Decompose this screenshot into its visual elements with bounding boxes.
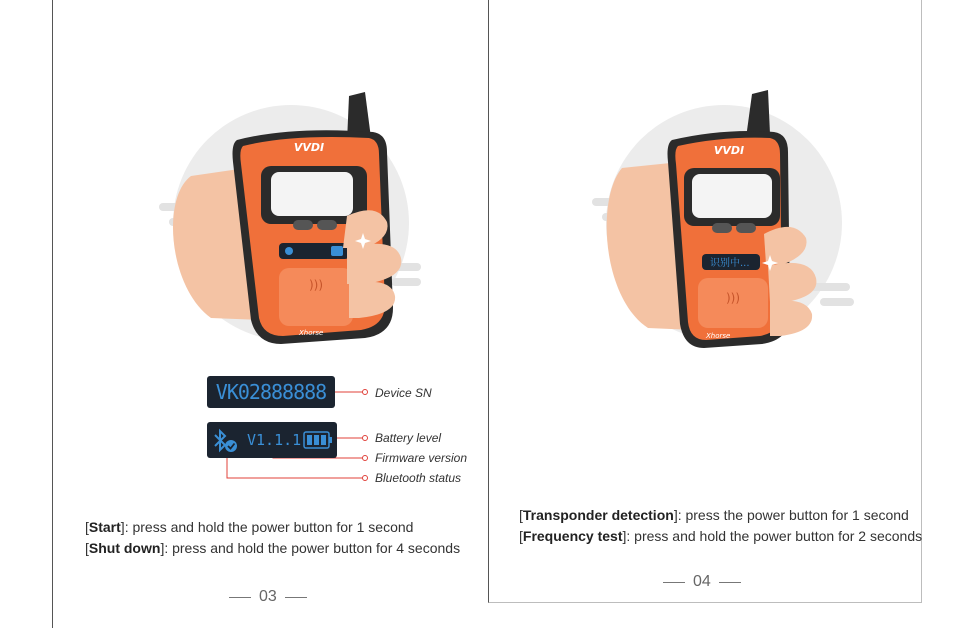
label-firmware-version: Firmware version	[375, 451, 468, 465]
page-number: 04	[663, 573, 741, 591]
instruction-shut-down: [Shut down]: press and hold the power button for 4 seconds	[85, 540, 461, 556]
manual-page-03	[52, 0, 489, 628]
label-bluetooth-status: Bluetooth status	[375, 471, 462, 485]
brand-text: VVDI	[293, 141, 325, 154]
antenna	[746, 90, 770, 138]
device-in-hand-illustration	[151, 88, 441, 368]
device-in-hand-illustration	[584, 88, 874, 368]
power-button	[712, 223, 732, 233]
firmware-value: V1.1.1	[247, 431, 302, 449]
device-sn-display	[207, 376, 335, 408]
power-button	[293, 220, 313, 230]
device-screen	[271, 172, 353, 216]
instruction-frequency-test: [Frequency test]: press and hold the power button for 2 seconds	[519, 528, 923, 544]
instruction-start: [Start]: press and hold the power button for 1 second	[85, 519, 414, 535]
label-device-sn: Device SN	[375, 386, 432, 400]
svg-text:))): )))	[308, 278, 324, 292]
manual-page-04	[488, 0, 922, 603]
finger	[770, 301, 812, 337]
battery-icon	[303, 431, 333, 449]
instructions	[519, 505, 922, 547]
function-button	[736, 223, 756, 233]
instructions	[85, 517, 460, 559]
brand-text: VVDI	[713, 144, 745, 157]
nfc-area	[279, 268, 353, 326]
function-button	[317, 220, 337, 230]
device-screen	[692, 174, 772, 218]
bluetooth-icon	[211, 428, 239, 454]
svg-text:Xhorse: Xhorse	[299, 329, 324, 337]
page-number: 03	[229, 588, 307, 606]
svg-text:))): )))	[725, 291, 741, 305]
label-battery-level: Battery level	[375, 431, 442, 445]
status-text: 识别中...	[710, 258, 750, 269]
device-sn-value: VK02888888	[215, 380, 327, 404]
status-display	[207, 422, 337, 458]
instruction-transponder-detection: [Transponder detection]: press the power button for 1 second	[519, 507, 909, 523]
svg-text:Xhorse: Xhorse	[706, 332, 731, 340]
